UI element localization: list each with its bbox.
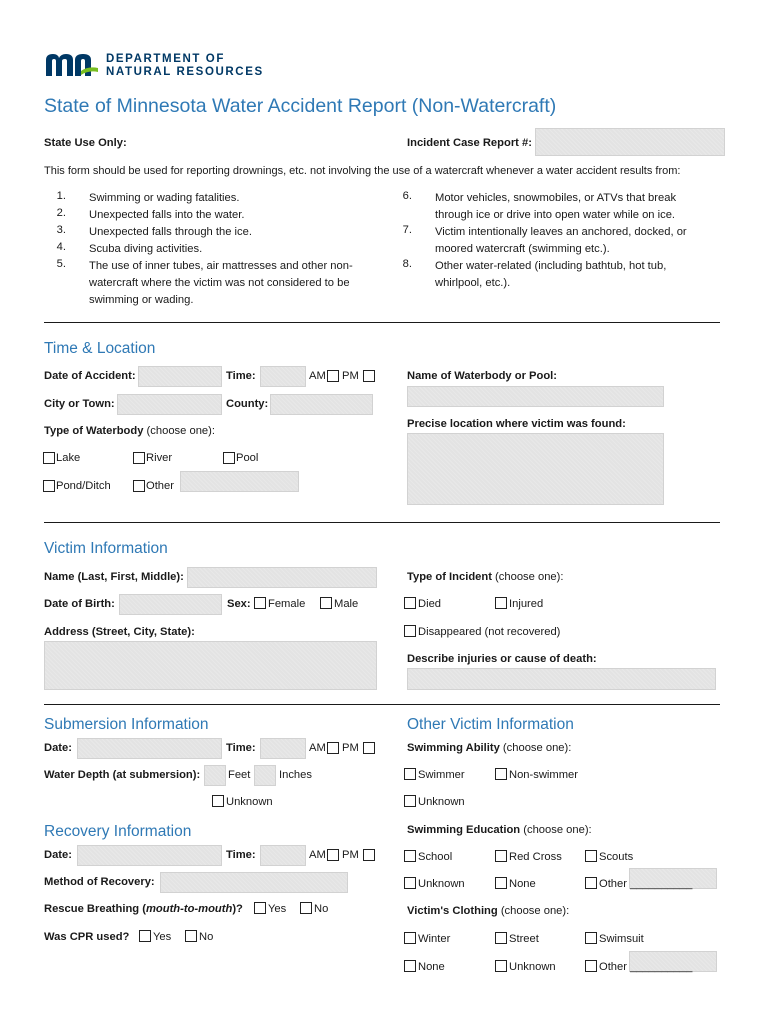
other-waterbody-label: Other xyxy=(146,480,174,492)
inches-label: Inches xyxy=(279,769,312,781)
recovery-time-field[interactable] xyxy=(260,845,306,866)
swimming-ability-label xyxy=(407,742,571,754)
pm-checkbox[interactable] xyxy=(363,849,375,861)
cpr-yes-checkbox[interactable] xyxy=(139,930,151,942)
list-item-line: The use of inner tubes, air mattresses and other non- xyxy=(89,260,353,272)
depth-unknown-checkbox[interactable] xyxy=(212,795,224,807)
rescue-no-checkbox[interactable] xyxy=(300,902,312,914)
cpr-label: Was CPR used? xyxy=(44,931,130,943)
pm-label: PM xyxy=(342,742,359,754)
female-label: Female xyxy=(268,598,306,610)
dnr-logo xyxy=(44,52,264,81)
divider xyxy=(44,522,720,523)
clothing-text: Victim's Clothing xyxy=(407,905,498,917)
list-item-line: Victim intentionally leaves an anchored, docked, or xyxy=(435,226,687,238)
depth-unknown-label: Unknown xyxy=(226,796,273,808)
education-unknown-checkbox[interactable] xyxy=(404,877,416,889)
pm-label: PM xyxy=(342,849,359,861)
died-checkbox[interactable] xyxy=(404,597,416,609)
list-item-line: Scuba diving activities. xyxy=(89,243,203,255)
address-field[interactable] xyxy=(44,641,377,690)
swimming-education-label xyxy=(407,824,592,836)
dob-label: Date of Birth: xyxy=(44,598,115,610)
list-item-line: whirlpool, etc.). xyxy=(435,277,511,289)
depth-inches-field[interactable] xyxy=(254,765,276,786)
disappeared-label: Disappeared (not recovered) xyxy=(418,626,561,638)
recovery-time-label: Time: xyxy=(226,849,256,861)
section-time-location: Time & Location xyxy=(44,340,156,357)
education-unknown-label: Unknown xyxy=(418,878,465,890)
date-of-accident-field[interactable] xyxy=(138,366,222,387)
river-checkbox[interactable] xyxy=(133,452,145,464)
county-field[interactable] xyxy=(270,394,373,415)
incident-type-label xyxy=(407,571,563,583)
education-none-checkbox[interactable] xyxy=(495,877,507,889)
cpr-no-checkbox[interactable] xyxy=(185,930,197,942)
page-title: State of Minnesota Water Accident Report (Non-Watercraft) xyxy=(44,95,557,117)
submersion-time-label: Time: xyxy=(226,742,256,754)
female-checkbox[interactable] xyxy=(254,597,266,609)
list-item-line: Other water-related (including bathtub, hot tub, xyxy=(435,260,667,272)
rescue-yes-label: Yes xyxy=(268,903,287,915)
list-item-line: swimming or wading. xyxy=(89,294,194,306)
other-waterbody-field[interactable] xyxy=(180,471,299,492)
waterbody-name-label: Name of Waterbody or Pool: xyxy=(407,370,558,382)
divider xyxy=(44,322,720,323)
street-label: Street xyxy=(509,933,539,945)
am-checkbox[interactable] xyxy=(327,370,339,382)
lake-label: Lake xyxy=(56,452,81,464)
male-checkbox[interactable] xyxy=(320,597,332,609)
swimming-ability-hint: (choose one): xyxy=(499,742,572,754)
precise-location-label: Precise location where victim was found: xyxy=(407,418,626,430)
rescue-breathing-italic: mouth-to-mouth xyxy=(145,903,233,915)
swimsuit-checkbox[interactable] xyxy=(585,932,597,944)
incident-case-label: Incident Case Report #: xyxy=(407,137,532,149)
am-label: AM xyxy=(309,742,326,754)
ability-unknown-label: Unknown xyxy=(418,796,465,808)
clothing-unknown-checkbox[interactable] xyxy=(495,960,507,972)
section-recovery-information: Recovery Information xyxy=(44,823,192,840)
state-use-label: State Use Only: xyxy=(44,137,127,149)
clothing-unknown-label: Unknown xyxy=(509,961,556,973)
list-item-line: Swimming or wading fatalities. xyxy=(89,192,240,204)
list-number: 2. xyxy=(56,207,66,219)
scouts-checkbox[interactable] xyxy=(585,850,597,862)
city-label: City or Town: xyxy=(44,398,115,410)
recovery-date-field[interactable] xyxy=(77,845,222,866)
feet-label: Feet xyxy=(228,769,251,781)
street-checkbox[interactable] xyxy=(495,932,507,944)
county-label: County: xyxy=(226,398,269,410)
swimming-ability-text: Swimming Ability xyxy=(407,742,500,754)
accident-time-field[interactable] xyxy=(260,366,306,387)
list-number: 8. xyxy=(402,258,412,270)
list-item-line: Motor vehicles, snowmobiles, or ATVs that break xyxy=(435,192,677,204)
winter-checkbox[interactable] xyxy=(404,932,416,944)
ability-unknown-checkbox[interactable] xyxy=(404,795,416,807)
male-label: Male xyxy=(334,598,359,610)
submersion-time-field[interactable] xyxy=(260,738,306,759)
list-item-line: Unexpected falls through the ice. xyxy=(89,226,252,238)
intro-text: This form should be used for reporting drownings, etc. not involving the use of a watercraft whenever a water accident results from: xyxy=(44,165,681,177)
waterbody-type-label xyxy=(44,425,215,437)
list-item-line: Unexpected falls into the water. xyxy=(89,209,245,221)
education-other-label: Other __________ xyxy=(599,878,693,890)
am-label: AM xyxy=(309,370,326,382)
address-label: Address (Street, City, State): xyxy=(44,626,195,638)
school-label: School xyxy=(418,851,453,863)
section-victim-information: Victim Information xyxy=(44,540,168,557)
section-submersion-information: Submersion Information xyxy=(44,716,209,733)
pond-ditch-label: Pond/Ditch xyxy=(56,480,111,492)
list-item-line: moored watercraft (swimming etc.). xyxy=(435,243,610,255)
other-waterbody-checkbox[interactable] xyxy=(133,480,145,492)
injured-label: Injured xyxy=(509,598,544,610)
rescue-breathing-text: Rescue Breathing ( xyxy=(44,903,146,915)
rescue-yes-checkbox[interactable] xyxy=(254,902,266,914)
clothing-hint: (choose one): xyxy=(497,905,570,917)
injured-checkbox[interactable] xyxy=(495,597,507,609)
clothing-other-checkbox[interactable] xyxy=(585,960,597,972)
pool-checkbox[interactable] xyxy=(223,452,235,464)
incident-type-text: Type of Incident xyxy=(407,571,492,583)
dob-field[interactable] xyxy=(119,594,222,615)
water-depth-label: Water Depth (at submersion): xyxy=(44,769,201,781)
clothing-none-label: None xyxy=(418,961,445,973)
rescue-breathing-label xyxy=(44,903,243,915)
date-of-accident-label: Date of Accident: xyxy=(44,370,136,382)
org-name-line1: DEPARTMENT OF xyxy=(106,53,225,65)
pool-label: Pool xyxy=(236,452,259,464)
method-of-recovery-field[interactable] xyxy=(160,872,348,893)
swimming-education-text: Swimming Education xyxy=(407,824,521,836)
depth-feet-field[interactable] xyxy=(204,765,226,786)
school-checkbox[interactable] xyxy=(404,850,416,862)
died-label: Died xyxy=(418,598,442,610)
method-of-recovery-label: Method of Recovery: xyxy=(44,876,155,888)
education-other-checkbox[interactable] xyxy=(585,877,597,889)
accident-time-label: Time: xyxy=(226,370,256,382)
cpr-yes-label: Yes xyxy=(153,931,172,943)
non-swimmer-checkbox[interactable] xyxy=(495,768,507,780)
submersion-date-field[interactable] xyxy=(77,738,222,759)
city-field[interactable] xyxy=(117,394,222,415)
am-label: AM xyxy=(309,849,326,861)
winter-label: Winter xyxy=(418,933,451,945)
scouts-label: Scouts xyxy=(599,851,634,863)
submersion-date-label: Date: xyxy=(44,742,72,754)
clothing-other-label: Other __________ xyxy=(599,961,693,973)
pm-checkbox[interactable] xyxy=(363,370,375,382)
disappeared-checkbox[interactable] xyxy=(404,625,416,637)
precise-location-field[interactable] xyxy=(407,433,664,505)
cpr-no-label: No xyxy=(199,931,214,943)
am-checkbox[interactable] xyxy=(327,849,339,861)
swimsuit-label: Swimsuit xyxy=(599,933,644,945)
swimming-education-hint: (choose one): xyxy=(520,824,592,836)
mn-logo-icon xyxy=(44,52,100,78)
victim-name-label: Name (Last, First, Middle): xyxy=(44,571,184,583)
list-item-line: watercraft where the victim was not considered to be xyxy=(89,277,350,289)
lake-checkbox[interactable] xyxy=(43,452,55,464)
divider xyxy=(44,704,720,705)
swimmer-checkbox[interactable] xyxy=(404,768,416,780)
non-swimmer-label: Non-swimmer xyxy=(509,769,578,781)
list-number: 7. xyxy=(402,224,412,236)
list-number: 3. xyxy=(56,224,66,236)
victim-name-field[interactable] xyxy=(187,567,377,588)
pm-label: PM xyxy=(342,370,359,382)
pond-ditch-checkbox[interactable] xyxy=(43,480,55,492)
list-number: 4. xyxy=(56,241,66,253)
red-cross-checkbox[interactable] xyxy=(495,850,507,862)
org-name-line2: NATURAL RESOURCES xyxy=(106,66,264,78)
incident-case-field[interactable] xyxy=(535,128,725,156)
waterbody-type-hint: (choose one): xyxy=(143,425,215,437)
injuries-label: Describe injuries or cause of death: xyxy=(407,653,597,665)
sex-label: Sex: xyxy=(227,598,251,610)
clothing-none-checkbox[interactable] xyxy=(404,960,416,972)
recovery-date-label: Date: xyxy=(44,849,72,861)
red-cross-label: Red Cross xyxy=(509,851,562,863)
clothing-label xyxy=(407,905,569,917)
list-item-line: through ice or drive into open water while on ice. xyxy=(435,209,676,221)
list-number: 1. xyxy=(56,190,66,202)
am-checkbox[interactable] xyxy=(327,742,339,754)
river-label: River xyxy=(146,452,173,464)
rescue-no-label: No xyxy=(314,903,329,915)
swimmer-label: Swimmer xyxy=(418,769,465,781)
injuries-field[interactable] xyxy=(407,668,716,690)
section-other-victim-information: Other Victim Information xyxy=(407,716,574,733)
list-number: 5. xyxy=(56,258,66,270)
incident-type-hint: (choose one): xyxy=(491,571,564,583)
rescue-breathing-end: )? xyxy=(232,903,243,915)
waterbody-type-text: Type of Waterbody xyxy=(44,425,144,437)
pm-checkbox[interactable] xyxy=(363,742,375,754)
education-none-label: None xyxy=(509,878,536,890)
list-number: 6. xyxy=(402,190,412,202)
waterbody-name-field[interactable] xyxy=(407,386,664,407)
